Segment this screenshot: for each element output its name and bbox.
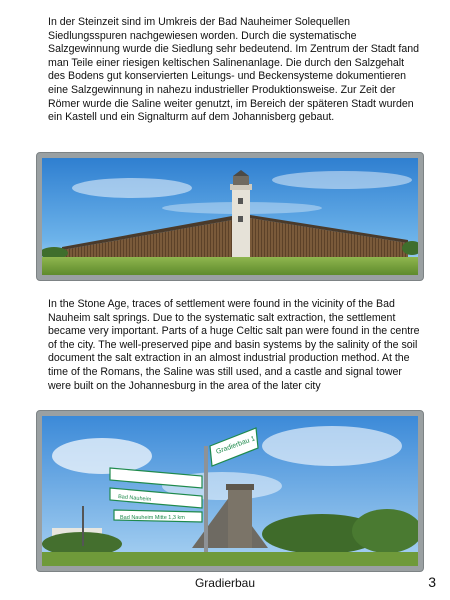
sign-left-2: Bad Nauheim Mitte 1,3 km [120,515,185,521]
page-number: 3 [428,574,436,590]
panorama-photo [42,158,418,275]
paragraph-german: In der Steinzeit sind im Umkreis der Bad Nauheimer Solequellen Siedlungsspuren nachgewiesen worden. Durch die systematische Salzgewinnung wurde die Siedlung sehr bedeutend. Im Zentrum der Stadt fand man Teile einer riesigen keltischen Salinenanlage. Die durch den Salzgehalt des Bodens gut konservierten Leitungs- und Beckensysteme dokumentieren eine Salzgewinnung in nahezu industrieller Produktionsweise. Zur Zeit der Römer wurde die Saline weiter genutzt, im Bereich der späteren Stadt wurden ein Kastell und ein Signalturm auf dem Johannisberg gebaut. [48,16,420,124]
sign-top-right: Gradierbau 1 [215,435,257,456]
paragraph-english: In the Stone Age, traces of settlement were found in the vicinity of the Bad Nauheim salt springs. Due to the systematic salt extraction, the settlement became very important. Parts of a huge Celtic salt pan were found in the centre of the city. The well-preserved pipe and basin systems by the salinity of the soil document the salt extraction in an almost industrial production method. At the time of the Romans, the Saline was still used, and a castle and signal tower were built on the Johannesburg in the area of the later city [48,298,420,392]
photo-signpost-tower [36,410,424,572]
photo-caption: Gradierbau [194,576,256,590]
signpost-photo [42,416,418,566]
sign-left-1: Bad Nauheim [117,494,152,503]
photo-graduation-tower-panorama [36,152,424,281]
